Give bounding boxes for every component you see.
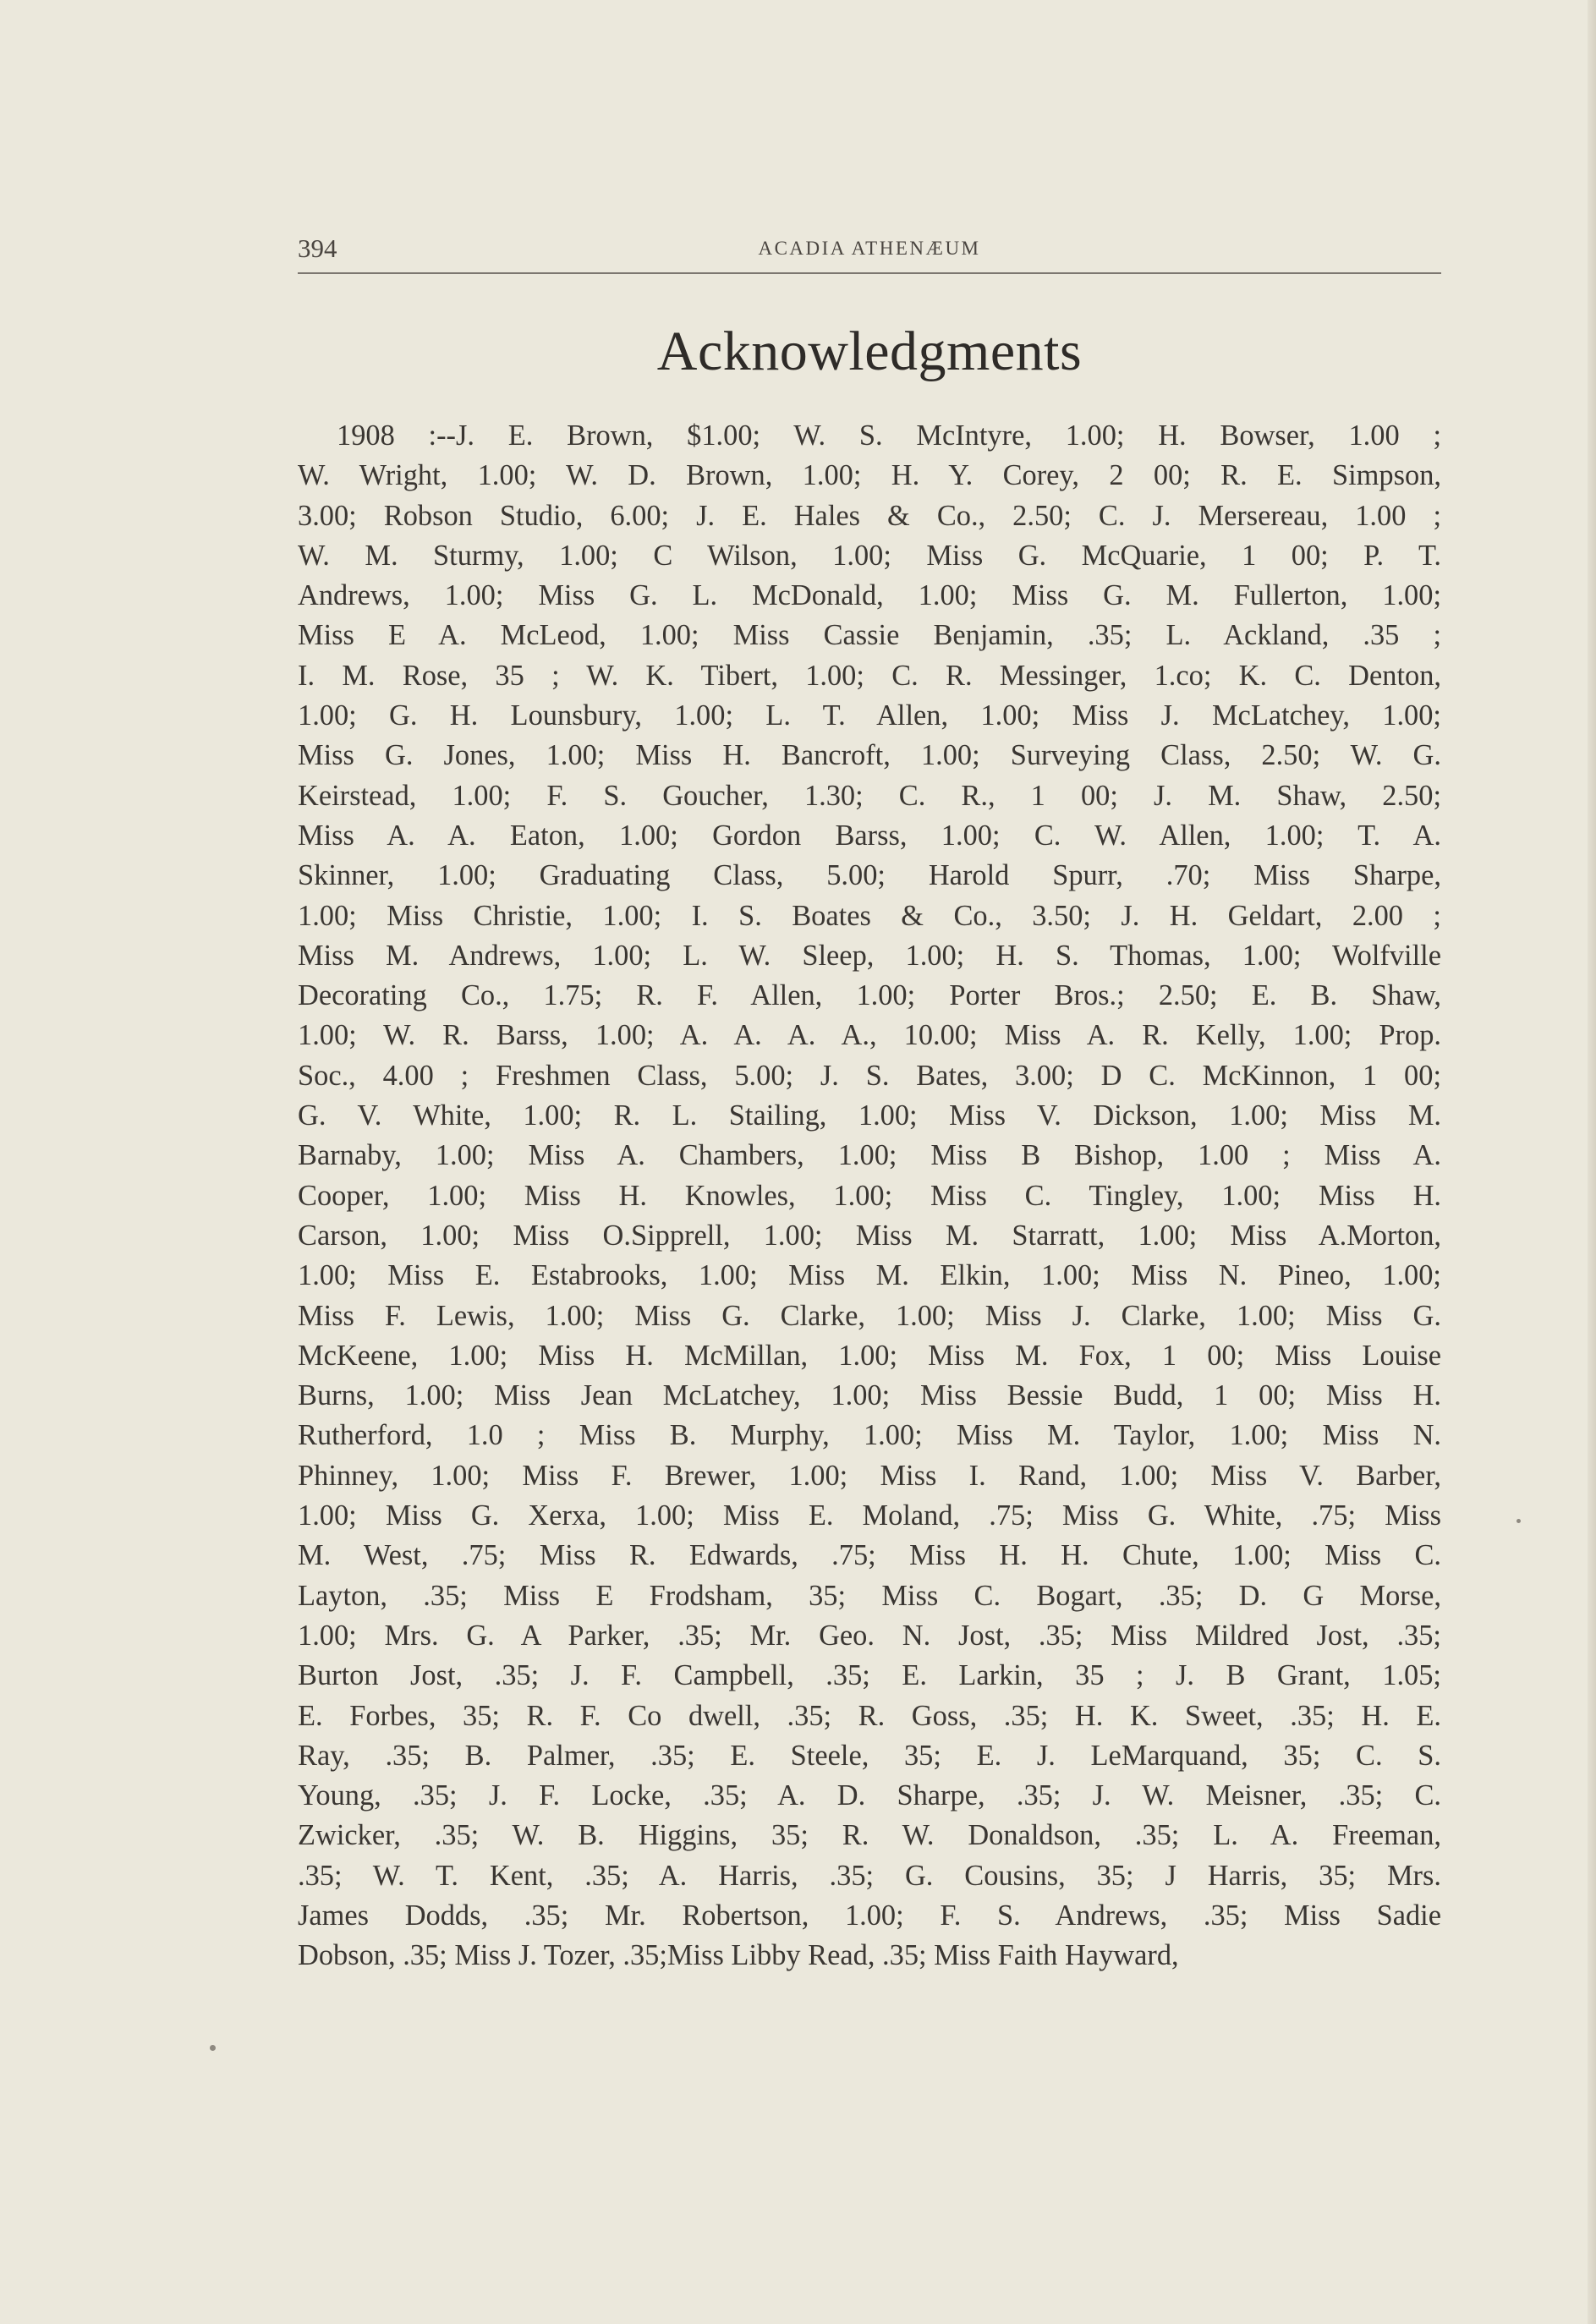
body-line: 1.00; Mrs. G. A Parker, .35; Mr. Geo. N. Jost, .35; Miss Mildred Jost, .35; [298, 1619, 1441, 1652]
body-line: I. M. Rose, 35 ; W. K. Tibert, 1.00; C. R. Messinger, 1.co; K. C. Denton, [298, 659, 1441, 692]
body-line: Rutherford, 1.0 ; Miss B. Murphy, 1.00; Miss M. Taylor, 1.00; Miss N. [298, 1419, 1441, 1452]
body-line: McKeene, 1.00; Miss H. McMillan, 1.00; Miss M. Fox, 1 00; Miss Louise [298, 1339, 1441, 1372]
body-line: Keirstead, 1.00; F. S. Goucher, 1.30; C. R., 1 00; J. M. Shaw, 2.50; [298, 779, 1441, 812]
body-line: Andrews, 1.00; Miss G. L. McDonald, 1.00; Miss G. M. Fullerton, 1.00; [298, 579, 1441, 612]
body-line: G. V. White, 1.00; R. L. Stailing, 1.00; Miss V. Dickson, 1.00; Miss M. [298, 1099, 1441, 1132]
body-line: W. Wright, 1.00; W. D. Brown, 1.00; H. Y. Corey, 2 00; R. E. Simpson, [298, 459, 1441, 492]
body-line: W. M. Sturmy, 1.00; C Wilson, 1.00; Miss G. McQuarie, 1 00; P. T. [298, 539, 1441, 572]
paper-speck [210, 2045, 216, 2051]
page-header [298, 233, 1441, 267]
body-line: Miss E A. McLeod, 1.00; Miss Cassie Benjamin, .35; L. Ackland, .35 ; [298, 619, 1441, 652]
body-line: 1908 :--J. E. Brown, $1.00; W. S. McIntyre, 1.00; H. Bowser, 1.00 ; [337, 419, 1441, 452]
body-line: Barnaby, 1.00; Miss A. Chambers, 1.00; Miss B Bishop, 1.00 ; Miss A. [298, 1139, 1441, 1172]
body-line: Miss F. Lewis, 1.00; Miss G. Clarke, 1.00; Miss J. Clarke, 1.00; Miss G. [298, 1299, 1441, 1332]
body-line: M. West, .75; Miss R. Edwards, .75; Miss H. H. Chute, 1.00; Miss C. [298, 1539, 1441, 1572]
body-line: Ray, .35; B. Palmer, .35; E. Steele, 35; E. J. LeMarquand, 35; C. S. [298, 1739, 1441, 1772]
body-line: 1.00; G. H. Lounsbury, 1.00; L. T. Allen, 1.00; Miss J. McLatchey, 1.00; [298, 699, 1441, 732]
body-line: Zwicker, .35; W. B. Higgins, 35; R. W. Donaldson, .35; L. A. Freeman, [298, 1819, 1441, 1852]
body-line: Miss M. Andrews, 1.00; L. W. Sleep, 1.00; H. S. Thomas, 1.00; Wolfville [298, 939, 1441, 972]
acknowledgments-body [298, 416, 1441, 1976]
paper-speck [1516, 1519, 1521, 1523]
body-line: Carson, 1.00; Miss O.Sipprell, 1.00; Miss M. Starratt, 1.00; Miss A.Morton, [298, 1219, 1441, 1252]
body-line: Burton Jost, .35; J. F. Campbell, .35; E. Larkin, 35 ; J. B Grant, 1.05; [298, 1659, 1441, 1692]
body-line: Miss A. A. Eaton, 1.00; Gordon Barss, 1.00; C. W. Allen, 1.00; T. A. [298, 819, 1441, 852]
body-line: Cooper, 1.00; Miss H. Knowles, 1.00; Miss C. Tingley, 1.00; Miss H. [298, 1179, 1441, 1212]
body-line: Decorating Co., 1.75; R. F. Allen, 1.00; Porter Bros.; 2.50; E. B. Shaw, [298, 979, 1441, 1012]
body-line: Burns, 1.00; Miss Jean McLatchey, 1.00; Miss Bessie Budd, 1 00; Miss H. [298, 1379, 1441, 1412]
body-line: Phinney, 1.00; Miss F. Brewer, 1.00; Miss I. Rand, 1.00; Miss V. Barber, [298, 1459, 1441, 1492]
page-number: 394 [298, 233, 337, 263]
body-line: Soc., 4.00 ; Freshmen Class, 5.00; J. S. Bates, 3.00; D C. McKinnon, 1 00; [298, 1059, 1441, 1092]
article-title: Acknowledgments [656, 321, 1083, 382]
body-line: .35; W. T. Kent, .35; A. Harris, .35; G. Cousins, 35; J Harris, 35; Mrs. [298, 1859, 1441, 1892]
body-line: Young, .35; J. F. Locke, .35; A. D. Sharpe, .35; J. W. Meisner, .35; C. [298, 1779, 1441, 1812]
running-head: ACADIA ATHENÆUM [758, 238, 981, 259]
body-line: 1.00; Miss E. Estabrooks, 1.00; Miss M. Elkin, 1.00; Miss N. Pineo, 1.00; [298, 1259, 1441, 1292]
body-line: 1.00; Miss Christie, 1.00; I. S. Boates & Co., 3.50; J. H. Geldart, 2.00 ; [298, 899, 1441, 932]
body-line: Skinner, 1.00; Graduating Class, 5.00; Harold Spurr, .70; Miss Sharpe, [298, 859, 1441, 892]
body-line: James Dodds, .35; Mr. Robertson, 1.00; F. S. Andrews, .35; Miss Sadie [298, 1899, 1441, 1932]
body-line: Layton, .35; Miss E Frodsham, 35; Miss C. Bogart, .35; D. G Morse, [298, 1579, 1441, 1612]
body-line: Dobson, .35; Miss J. Tozer, .35;Miss Libby Read, .35; Miss Faith Hayward, [298, 1939, 1179, 1972]
body-line: 1.00; W. R. Barss, 1.00; A. A. A. A., 10.00; Miss A. R. Kelly, 1.00; Prop. [298, 1019, 1441, 1052]
body-line: 3.00; Robson Studio, 6.00; J. E. Hales & Co., 2.50; C. J. Mersereau, 1.00 ; [298, 499, 1441, 532]
body-line: E. Forbes, 35; R. F. Co dwell, .35; R. Goss, .35; H. K. Sweet, .35; H. E. [298, 1699, 1441, 1732]
body-line: 1.00; Miss G. Xerxa, 1.00; Miss E. Moland, .75; Miss G. White, .75; Miss [298, 1499, 1441, 1532]
body-line: Miss G. Jones, 1.00; Miss H. Bancroft, 1.00; Surveying Class, 2.50; W. G. [298, 739, 1441, 772]
header-rule [298, 272, 1441, 274]
page-edge-shadow [1588, 0, 1596, 2324]
